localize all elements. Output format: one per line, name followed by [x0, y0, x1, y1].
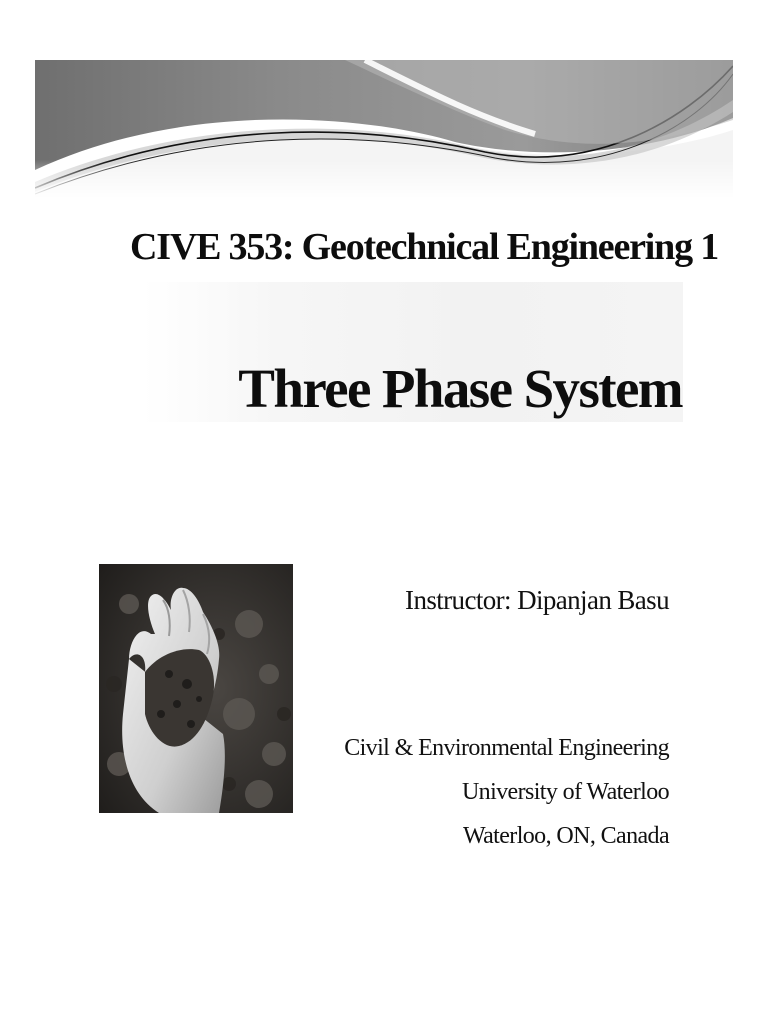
affiliation-department: Civil & Environmental Engineering	[344, 735, 669, 761]
decorative-banner	[35, 60, 733, 198]
affiliation-university: University of Waterloo	[461, 779, 669, 805]
slide-title: Three Phase System	[238, 358, 682, 419]
instructor-name: Instructor: Dipanjan Basu	[405, 585, 669, 615]
affiliation-block	[300, 726, 669, 858]
course-title: CIVE 353: Geotechnical Engineering 1	[130, 226, 718, 268]
soil-hand-photo	[99, 564, 293, 813]
affiliation-location: Waterloo, ON, Canada	[463, 823, 669, 849]
